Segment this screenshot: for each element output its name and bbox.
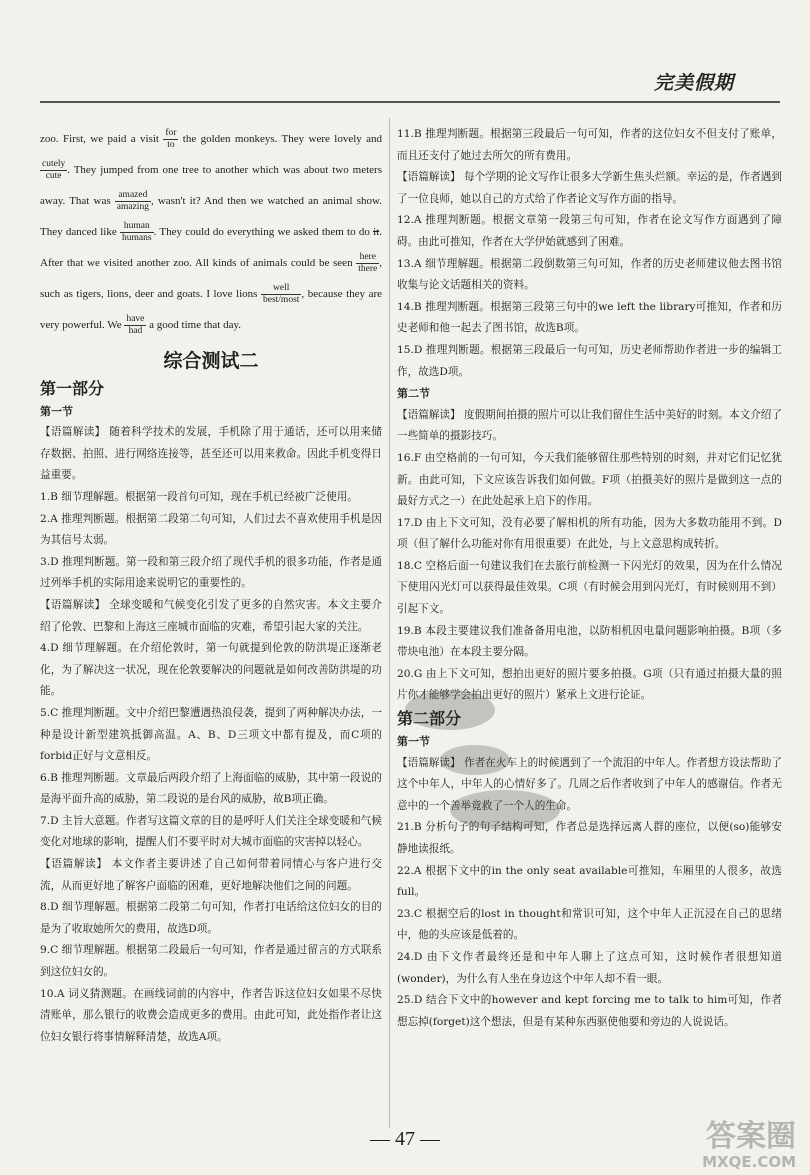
answer-item: 15.D 推理判断题。根据第三段最后一句可知，历史老师帮助作者进一步的编辑工作，故选D项。 (397, 343, 782, 378)
answer-item: 【语篇解读】 随着科学技术的发展，手机除了用于通话，还可以用来储存数据、拍照、进行网络连接等，甚至还可以用来救命。因此手机变得日益重要。 (40, 426, 382, 482)
correction: have had (126, 313, 145, 336)
answer-item: 【语篇解读】 作者在火车上的时候遇到了一个流泪的中年人。作者想方设法帮助了这个中年人，中年人的心情好多了。几周之后作者收到了中年人的感谢信。作者无意中的一个善举竟救了一个人的生命。 (397, 756, 782, 812)
passage-text: the golden monkeys. They were lovely and (178, 133, 383, 145)
watermark: 答案圈 MXQE.COM (702, 1119, 796, 1171)
answer-item: 8.D 细节理解题。根据第二段第二句可知，作者打电话给这位妇女的目的是为了收取她所欠的费用，故选D项。 (40, 901, 382, 935)
ink-smudge (405, 690, 495, 730)
answer-item: 10.A 词义猜测题。在画线词前的内容中，作者告诉这位妇女如果不尽快清账单，那么银行的收费会造成更多的费用。由此可知，此处指作者让这位妇女银行将事情解释清楚，故选A项。 (40, 987, 382, 1043)
answer-item: 23.C 根据空后的lost in thought和常识可知，这个中年人正沉浸在自己的思绪中，他的头应该是低着的。 (397, 907, 782, 942)
answer-item: 9.C 细节理解题。根据第二段最后一句可知，作者是通过留言的方式联系到这位妇女的。 (40, 944, 382, 979)
correction: amazed amazing (116, 189, 149, 212)
part-heading: 第二部分 (397, 709, 462, 729)
right-column (397, 124, 782, 1033)
answer-item: 【语篇解读】 度假期间拍摄的照片可以让我们留住生活中美好的时刻。本文介绍了一些简单的摄影技巧。 (397, 408, 782, 443)
passage-text: a good time that day. (146, 319, 241, 331)
correction: human humans (122, 220, 152, 243)
answer-item: 16.F 由空格前的一句可知，今天我们能够留住那些特别的时刻，并对它们记忆犹新。由此可知，下文应该告诉我们如何做。F项（拍摄美好的照片是做到这一点的最好方式之一）在此处起承上启下的作用。 (397, 451, 782, 508)
english-passage (40, 124, 382, 341)
answer-item: 22.A 根据下文中的in the only seat available可推知，车厢里的人很多，故选full。 (397, 864, 782, 899)
answer-item: 12.A 推理判断题。根据文章第一段第三句可知，作者在论文写作方面遇到了障碍。由此可推知，作者在大学伊始就感到了困难。 (397, 214, 782, 248)
answer-item: 3.D 推理判断题。第一段和第三段介绍了现代手机的很多功能，作者是通过列举手机的实际用途来说明它的重要性的。 (40, 555, 382, 590)
section-heading: 第二节 (397, 387, 430, 401)
answer-item: 【语篇解读】 全球变暖和气候变化引发了更多的自然灾害。本文主要介绍了伦敦、巴黎和上海这三座城市面临的灾难，希望引起大家的关注。 (40, 598, 382, 633)
correction: for to (165, 127, 177, 150)
answer-item: 7.D 主旨大意题。作者写这篇文章的目的是呼吁人们关注全球变暖和气候变化对地球的影响，提醒人们不要平时对大城市面临的灾害掉以轻心。 (40, 814, 382, 849)
column-divider (389, 118, 390, 1128)
answer-item: 21.B 分析句子的句子结构可知，作者总是选择远离人群的座位，以便(so)能够安静地读报纸。 (397, 821, 782, 855)
brand-logo: 完美假期 (654, 72, 735, 94)
answer-item: 19.B 本段主要建议我们准备备用电池，以防相机因电量问题影响拍摄。B项（多带块电池）在本段主要分隔。 (397, 624, 782, 659)
answer-item: 4.D 细节理解题。在介绍伦敦时，第一句就提到伦敦的防洪堤正逐渐老化，为了解决这一状况，现在伦敦要解决的问题就是如何改善防洪堤的功能。 (40, 642, 382, 698)
test-title: 综合测试二 (163, 350, 259, 372)
ink-smudge (450, 790, 560, 830)
answer-item: 25.D 结合下文中的however and kept forcing me to talk to him可知，作者想忘掉(forget)这个想法，但是有某种东西驱使他要和旁边的人说说话。 (397, 994, 782, 1028)
correction: here there (358, 251, 378, 274)
answer-item: 14.B 推理判断题。根据第三段第三句中的we left the library可推知，作者和历史老师和他一起去了图书馆，故选B项。 (397, 300, 782, 335)
answer-item: 18.C 空格后面一句建议我们在去旅行前检测一下闪光灯的效果，因为在什么情况下使用闪光灯可以获得最佳效果。C项（有时候会用到闪光灯，有时候则用不到）引起下文。 (397, 559, 782, 616)
deleted-word: it (373, 226, 380, 238)
answer-item: 1.B 细节理解题。根据第一段首句可知，现在手机已经被广泛使用。 (40, 490, 358, 503)
passage-text: , wasn't it? And then we watched an animal show. They danced like (40, 195, 383, 238)
answer-item: 5.C 推理判断题。文中介绍巴黎遭遇热浪侵袭，提到了两种解决办法，一种是设计新型建筑抵御高温。A、B、D三项文中都有提及，而C项的forbid正好与文意相反。 (40, 706, 382, 763)
answer-item: 2.A 推理判断题。根据第二段第二句可知，人们过去不喜欢使用手机是因为其信号太弱。 (40, 512, 382, 547)
header-rule (40, 101, 780, 103)
answer-item: 【语篇解读】 每个学期的论文写作让很多大学新生焦头烂额。幸运的是，作者遇到了一位良师，她以自己的方式给了作者论文写作方面的指导。 (397, 171, 782, 205)
answer-item: 【语篇解读】 本文作者主要讲述了自己如何带着同情心与客户进行交流，从而更好地了解客户面临的困难，更好地解决他们之间的问题。 (40, 858, 382, 892)
passage-text: zoo. First, we paid a visit (40, 133, 164, 145)
passage-text: , such as tigers, lions, deer and goats. I love lions (40, 257, 382, 300)
correction: cutely cute (42, 158, 66, 181)
correction: well best/most (262, 282, 300, 305)
answer-item: 20.G 由上下文可知，想拍出更好的照片要多拍摄。G项（只有通过拍摄大量的照片你才能够学会拍出更好的照片）紧承上文进行论证。 (397, 667, 782, 702)
passage-text: . After that we visited another zoo. All kinds of animals could be seen (40, 226, 382, 269)
answer-item: 6.B 推理判断题。文章最后两段介绍了上海面临的威胁，其中第一段说的是海平面升高的威胁，第二段说的是台风的威胁，故B项正确。 (40, 771, 382, 806)
passage-text: . They jumped from one tree to another which was about two meters away. That was (40, 164, 382, 207)
passage-text: , because they are very powerful. We (40, 288, 382, 331)
passage-text: . They could do everything we asked them to do (153, 226, 374, 238)
section-heading: 第一节 (397, 735, 430, 749)
part-heading: 第一部分 (40, 378, 105, 398)
answer-item: 17.D 由上下文可知，没有必要了解相机的所有功能，因为大多数功能用不到。D项（但了解什么功能对你有用很重要）在此处，与上文意思构成转折。 (397, 516, 782, 551)
left-column (40, 124, 382, 1048)
ink-smudge (440, 745, 510, 775)
page-number: — 47 — (370, 1128, 440, 1150)
section-heading: 第一节 (40, 404, 73, 418)
answer-item: 11.B 推理判断题。根据第三段最后一句可知，作者的这位妇女不但支付了账单，而且还支付了她过去所欠的所有费用。 (397, 128, 782, 162)
answer-item: 24.D 由下文作者最终还是和中年人聊上了这点可知，这时候作者很想知道(wonder)，为什么有人坐在身边这个中年人却不看一眼。 (397, 950, 782, 985)
answer-item: 13.A 细节理解题。根据第二段倒数第三句可知，作者的历史老师建议他去图书馆收集与论文话题相关的资料。 (397, 257, 782, 292)
